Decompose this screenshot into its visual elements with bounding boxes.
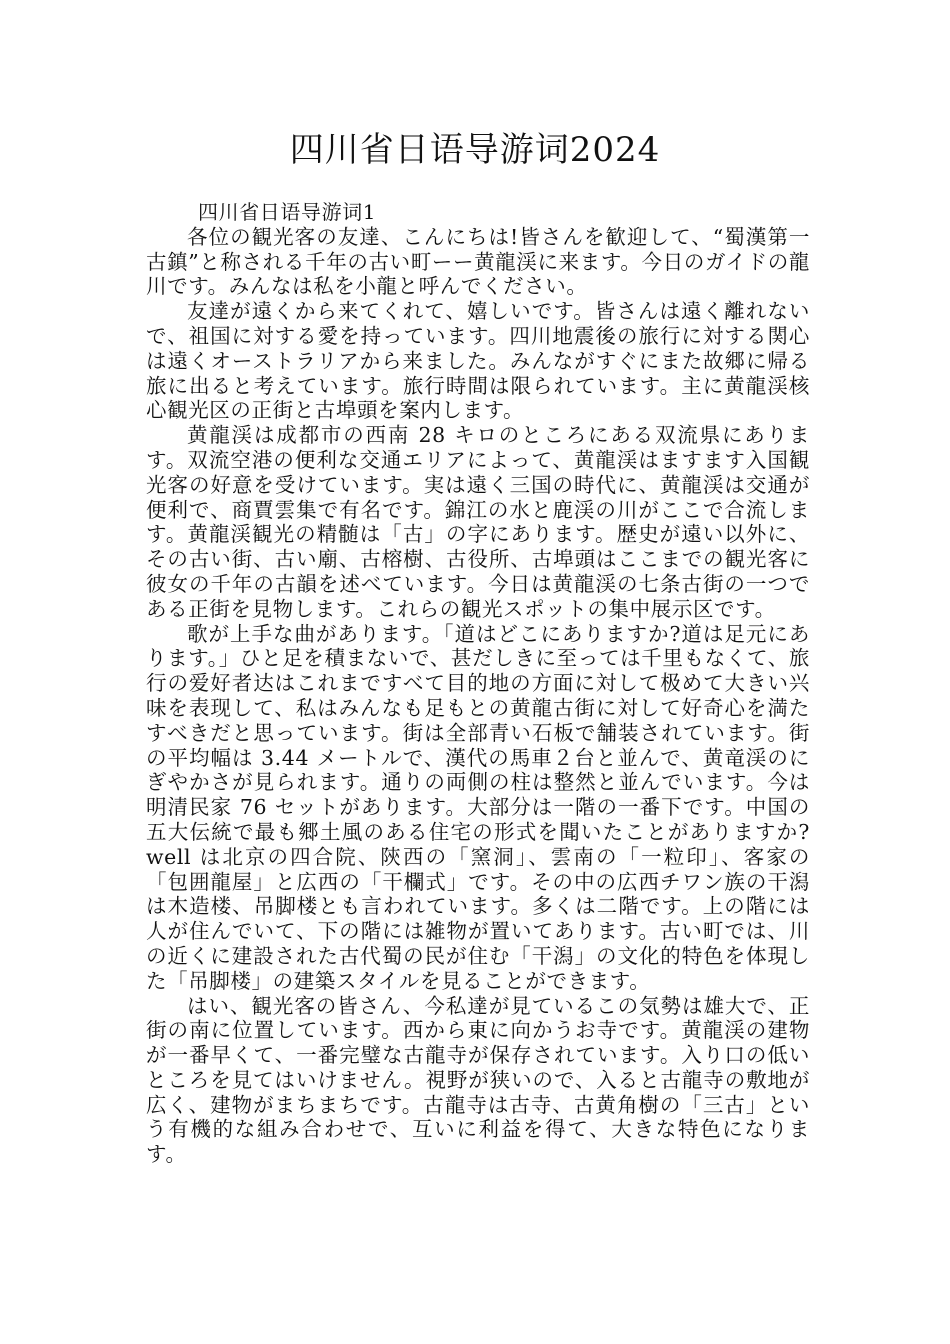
section-heading: 四川省日语导游词1 — [198, 200, 377, 224]
paragraph: はい、観光客の皆さん、今私達が見ているこの気勢は雄大で、正街の南に位置しています。西から東に向かうお寺です。黄龍渓の建物が一番早くて、一番完璧な古龍寺が保存されています。入り口の低いところを見てはいけません。視野が狭いので、入ると古龍寺の敷地が広く、建物がまちまちです。古龍寺は古寺、古黄角樹の「三古」という有機的な組み合わせで、互いに利益を得て、大きな特色になります。 — [146, 993, 810, 1167]
paragraph: 歌が上手な曲があります。「道はどこにありますか?道は足元にあります。」ひと足を積まないで、甚だしきに至っては千里もなくて、旅行の爱好者达はこれまですべて目的地の方面に対して极めて大きい兴味を表现して、私はみんなも足もとの黄龍古街に対して好奇心を満たすべきだと思っています。街は全部青い石板で舗装されています。街の平均幅は 3.44 メートルで、漢代の馬車２台と並んで、黄竜渓のにぎやかさが見られます。通りの両側の柱は整然と並んでいます。今は明清民家 76 セットがあります。大部分は一階の一番下です。中国の五大伝統で最も郷土風のある住宅の形式を聞いたことがありますか?well は北京の四合院、陝西の「窯洞」、雲南の「一粒印」、客家の「包囲龍屋」と広西の「干欄式」です。その中の広西チワン族の干潟は木造楼、吊脚楼とも言われています。多くは二階です。上の階には人が住んでいて、下の階には雑物が置いてあります。古い町では、川の近くに建設された古代蜀の民が住む「干潟」の文化的特色を体現した「吊脚楼」の建築スタイルを見ることができます。 — [146, 621, 810, 993]
paragraph: 各位の観光客の友達、こんにちは!皆さんを歓迎して、“蜀漢第一古鎮”と称される千年の古い町ーー黄龍渓に来ます。今日のガイドの龍川です。みんなは私を小龍と呼んでください。 — [146, 224, 810, 299]
paragraph: 黄龍渓は成都市の西南 28 キロのところにある双流県にあります。双流空港の便利な交通エリアによって、黄龍渓はますます入国観光客の好意を受けています。実は遠く三国の時代に、黄龍渓は交通が便利で、商賈雲集で有名です。錦江の水と鹿渓の川がここで合流します。黄龍渓観光の精髄は「古」の字にあります。歴史が遠い以外に、その古い街、古い廟、古榕樹、古役所、古埠頭はここまでの観光客に彼女の千年の古韻を述べています。今日は黄龍渓の七条古街の一つである正街を見物します。これらの観光スポットの集中展示区です。 — [146, 423, 810, 621]
document-title: 四川省日语导游词2024 — [289, 130, 661, 170]
paragraph: 友達が遠くから来てくれて、嬉しいです。皆さんは遠く離れないで、祖国に対する愛を持っています。四川地震後の旅行に対する関心は遠くオーストラリアから来ました。みんながすぐにまた故郷に帰る旅に出ると考えています。旅行時間は限られています。主に黄龍渓核心観光区の正街と古埠頭を案内します。 — [146, 299, 810, 423]
document-body — [146, 200, 810, 1167]
